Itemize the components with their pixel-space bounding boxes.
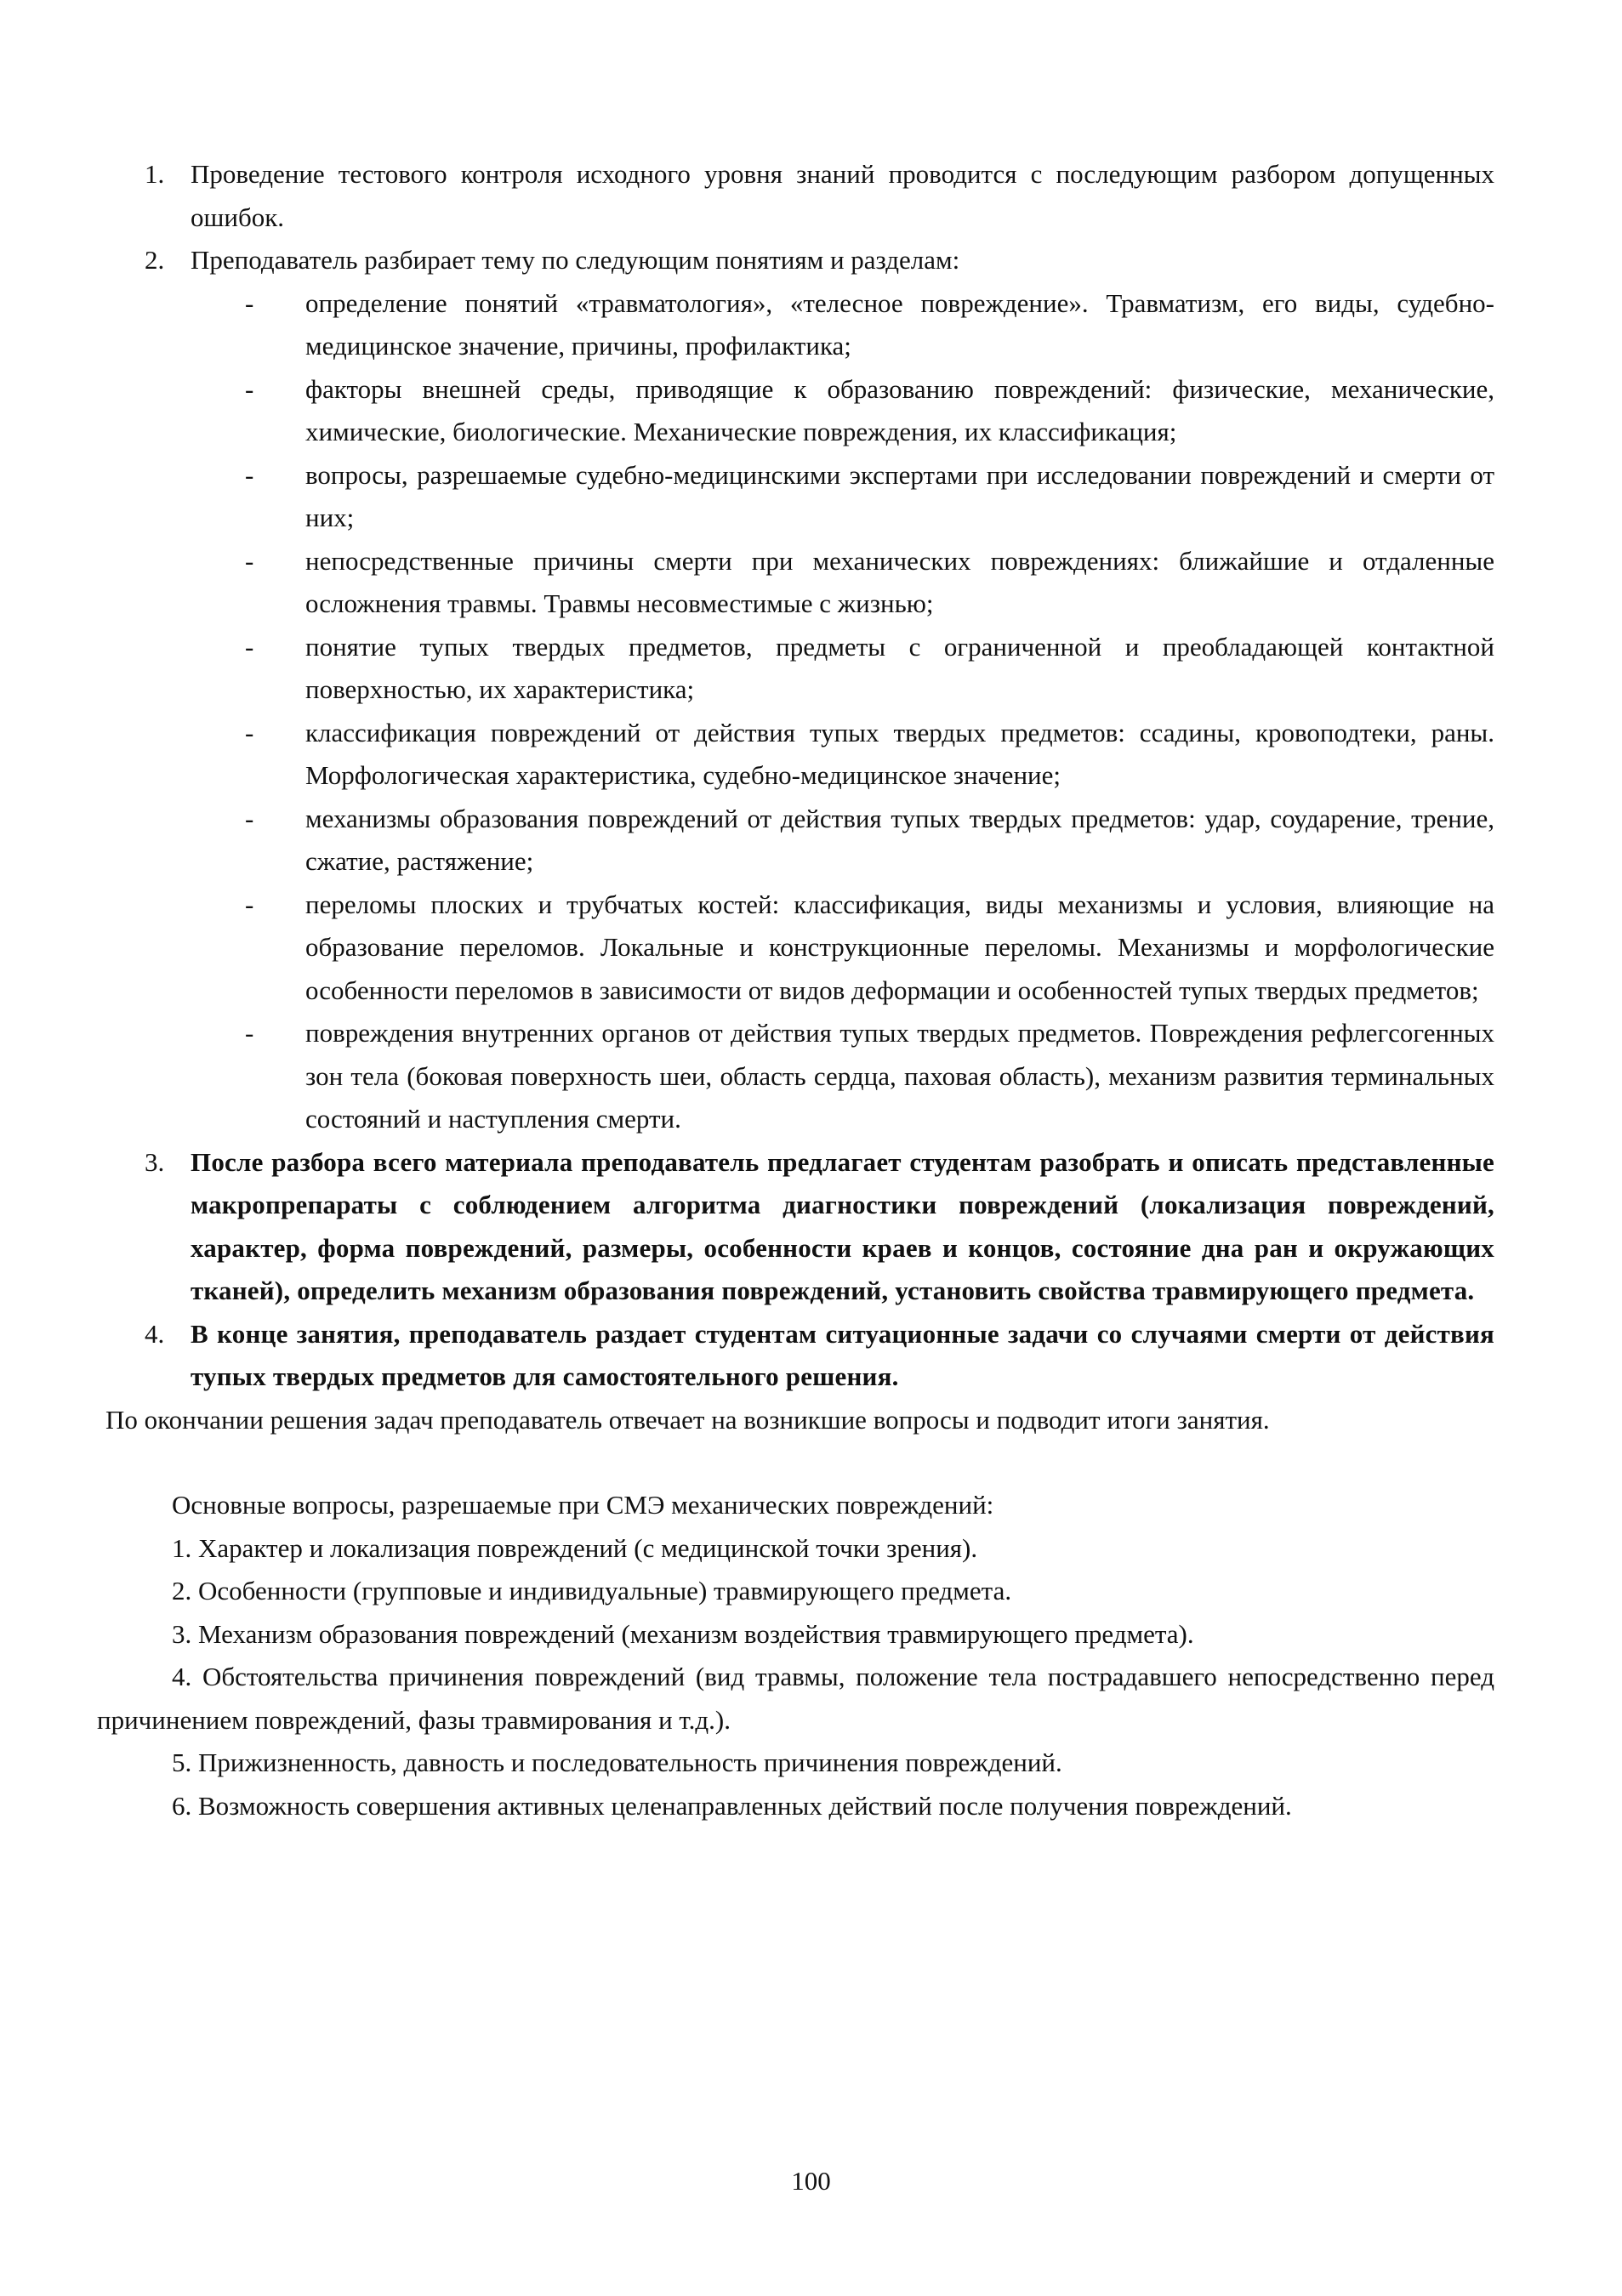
question-item: 6. Возможность совершения активных целенаправленных действий после получения повреждений. bbox=[172, 1790, 1292, 1821]
closing-paragraph: По окончании решения задач преподаватель отвечает на возникшие вопросы и подводит итоги занятия. bbox=[105, 1404, 1270, 1435]
paragraph-spacer bbox=[97, 1441, 1494, 1484]
list-item-number: 3. bbox=[145, 1146, 165, 1177]
sub-list-item bbox=[97, 454, 1494, 540]
question-item: 3. Механизм образования повреждений (механизм воздействия травмирующего предмета). bbox=[172, 1618, 1194, 1649]
list-item bbox=[97, 239, 1494, 1141]
list-item-text-bold: После разбора всего материала преподаватель предлагает студентам разобрать и описать представленные макропрепараты с соблюдением алгоритма диагностики повреждений (локализация повреждений, характер, форма повреждений, размеры, особенности краев и концов, состояние дна ран и окружающих тканей), определить механизм образования повреждений, установить свойства травмирующего предмета. bbox=[191, 1146, 1494, 1305]
question-item: 1. Характер и локализация повреждений (с медицинской точки зрения). bbox=[172, 1532, 978, 1563]
question-item: 4. Обстоятельства причинения повреждений (вид травмы, положение тела пострадавшего непосредственно перед причинением повреждений, фазы травмирования и т.д.). bbox=[97, 1662, 1494, 1735]
dash-marker: - bbox=[245, 889, 254, 919]
sub-list-item bbox=[97, 368, 1494, 454]
dash-marker: - bbox=[245, 717, 254, 747]
sub-list-item bbox=[97, 712, 1494, 798]
list-item-text-bold: В конце занятия, преподаватель раздает студентам ситуационные задачи со случаями смерти от действия тупых твердых предметов для самостоятельного решения. bbox=[191, 1318, 1494, 1391]
dash-marker: - bbox=[245, 1018, 254, 1048]
sub-list-item-text: классификация повреждений от действия тупых твердых предметов: ссадины, кровоподтеки, раны. Морфологическая характеристика, судебно-медицинское значение; bbox=[305, 717, 1494, 790]
dash-marker: - bbox=[245, 631, 254, 662]
sub-list-item-text: определение понятий «травматология», «телесное повреждение». Травматизм, его виды, судебно-медицинское значение, причины, профилактика; bbox=[305, 287, 1494, 361]
sub-list-item bbox=[97, 540, 1494, 626]
list-item bbox=[97, 1313, 1494, 1399]
question-item: 2. Особенности (групповые и индивидуальные) травмирующего предмета. bbox=[172, 1576, 1012, 1605]
sub-list-item-text: непосредственные причины смерти при механических повреждениях: ближайшие и отдаленные осложнения травмы. Травмы несовместимые с жизнью; bbox=[305, 545, 1494, 618]
sub-list-item-text: вопросы, разрешаемые судебно-медицинскими экспертами при исследовании повреждений и смерти от них; bbox=[305, 459, 1494, 532]
numbered-list bbox=[97, 153, 1494, 1399]
sub-list bbox=[191, 282, 1494, 1141]
list-item-text: Преподаватель разбирает тему по следующим понятиям и разделам: bbox=[191, 245, 960, 275]
dash-marker: - bbox=[245, 803, 254, 833]
list-item bbox=[97, 1141, 1494, 1313]
sub-list-item-text: переломы плоских и трубчатых костей: классификация, виды механизмы и условия, влияющие на образование переломов. Локальные и конструкционные переломы. Механизмы и морфологические особенности переломов в зависимости от видов деформации и особенностей тупых твердых предметов; bbox=[305, 889, 1494, 1005]
sub-list-item bbox=[97, 626, 1494, 712]
dash-marker: - bbox=[245, 545, 254, 576]
sub-list-item-text: механизмы образования повреждений от действия тупых твердых предметов: удар, соударение, трение, сжатие, растяжение; bbox=[305, 803, 1494, 876]
sub-list-item bbox=[97, 1012, 1494, 1141]
dash-marker: - bbox=[245, 287, 254, 318]
list-item-number: 1. bbox=[145, 159, 165, 189]
dash-marker: - bbox=[245, 459, 254, 490]
page-number: 100 bbox=[791, 2166, 831, 2196]
sub-list-item-text: повреждения внутренних органов от действия тупых твердых предметов. Повреждения рефлегсогенных зон тела (боковая поверхность шеи, область сердца, паховая область), механизм развития терминальных состояний и наступления смерти. bbox=[305, 1018, 1494, 1134]
dash-marker: - bbox=[245, 373, 254, 404]
list-item-number: 4. bbox=[145, 1318, 165, 1349]
sub-list-item bbox=[97, 282, 1494, 368]
list-item-number: 2. bbox=[145, 245, 165, 275]
question-item: 5. Прижизненность, давность и последовательность причинения повреждений. bbox=[172, 1748, 1062, 1777]
document-body bbox=[97, 153, 1494, 1827]
questions-title: Основные вопросы, разрешаемые при СМЭ механических повреждений: bbox=[172, 1490, 994, 1520]
sub-list-item-text: факторы внешней среды, приводящие к образованию повреждений: физические, механические, химические, биологические. Механические повреждения, их классификация; bbox=[305, 373, 1494, 446]
sub-list-item bbox=[97, 798, 1494, 884]
list-item-text: Проведение тестового контроля исходного уровня знаний проводится с последующим разбором допущенных ошибок. bbox=[191, 159, 1494, 232]
sub-list-item bbox=[97, 884, 1494, 1013]
list-item bbox=[97, 153, 1494, 239]
sub-list-item-text: понятие тупых твердых предметов, предметы с ограниченной и преобладающей контактной поверхностью, их характеристика; bbox=[305, 631, 1494, 704]
